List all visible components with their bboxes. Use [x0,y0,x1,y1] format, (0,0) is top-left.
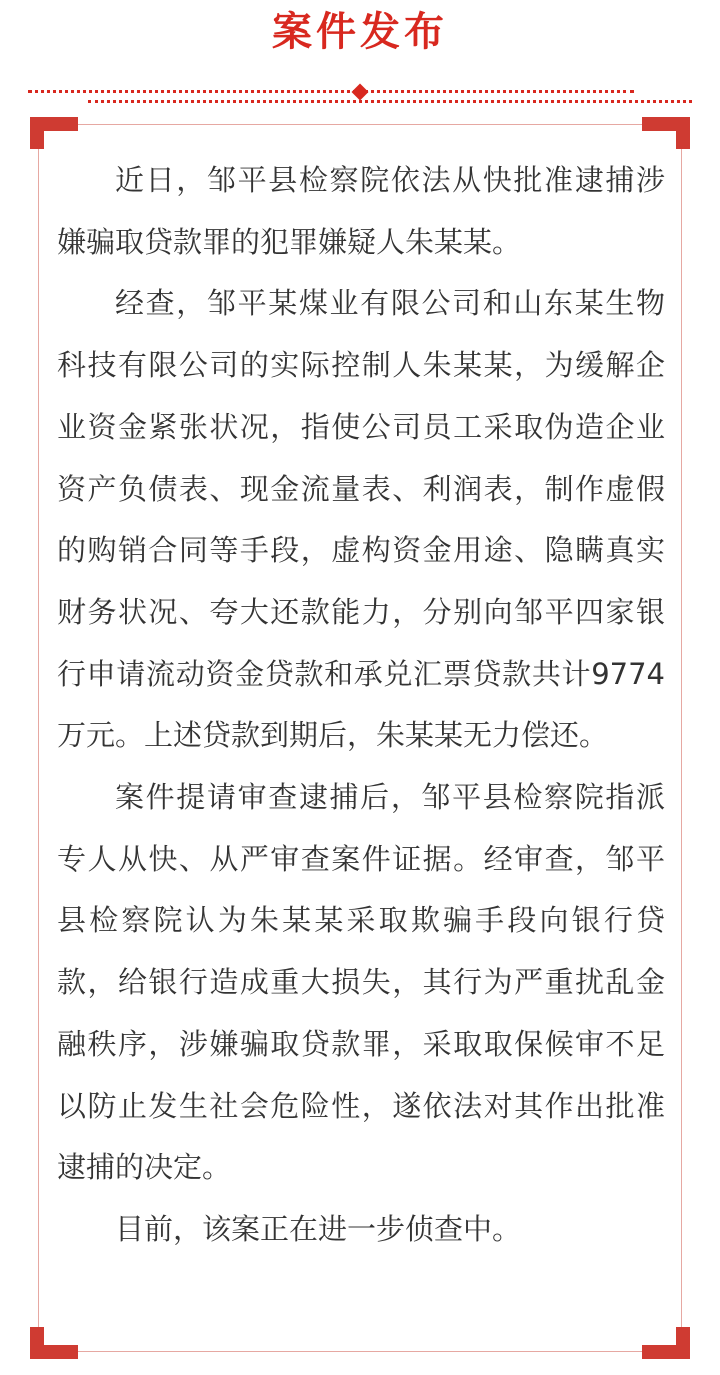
corner-top-right [676,117,690,149]
article-paragraph: 近日，邹平县检察院依法从快批准逮捕涉嫌骗取贷款罪的犯罪嫌疑人朱某某。 [57,163,665,259]
article-paragraph: 案件提请审查逮捕后，邹平县检察院指派专人从快、从严审查案件证据。经审查，邹平县检察院认为朱某某采取欺骗手段向银行贷款，给银行造成重大损失，其行为严重扰乱金融秩序，涉嫌骗取贷款罪，采取取保候审不足以防止发生社会危险性，遂依法对其作出批准逮捕的决定。 [57,780,665,1185]
corner-top-left [30,117,44,149]
header-divider-top [28,90,634,93]
header-divider-bottom [88,100,692,103]
article-body [57,150,665,1261]
corner-bottom-right [676,1327,690,1359]
diamond-icon [352,84,369,101]
page-title: 案件发布 [272,9,448,55]
corner-bottom-left [30,1327,44,1359]
article-paragraph: 经查，邹平某煤业有限公司和山东某生物科技有限公司的实际控制人朱某某，为缓解企业资金紧张状况，指使公司员工采取伪造企业资产负债表、现金流量表、利润表，制作虚假的购销合同等手段，虚构资金用途、隐瞒真实财务状况、夸大还款能力，分别向邹平四家银行申请流动资金贷款和承兑汇票贷款共计9774万元。上述贷款到期后，朱某某无力偿还。 [57,286,665,753]
article-paragraph: 目前，该案正在进一步侦查中。 [115,1211,522,1246]
